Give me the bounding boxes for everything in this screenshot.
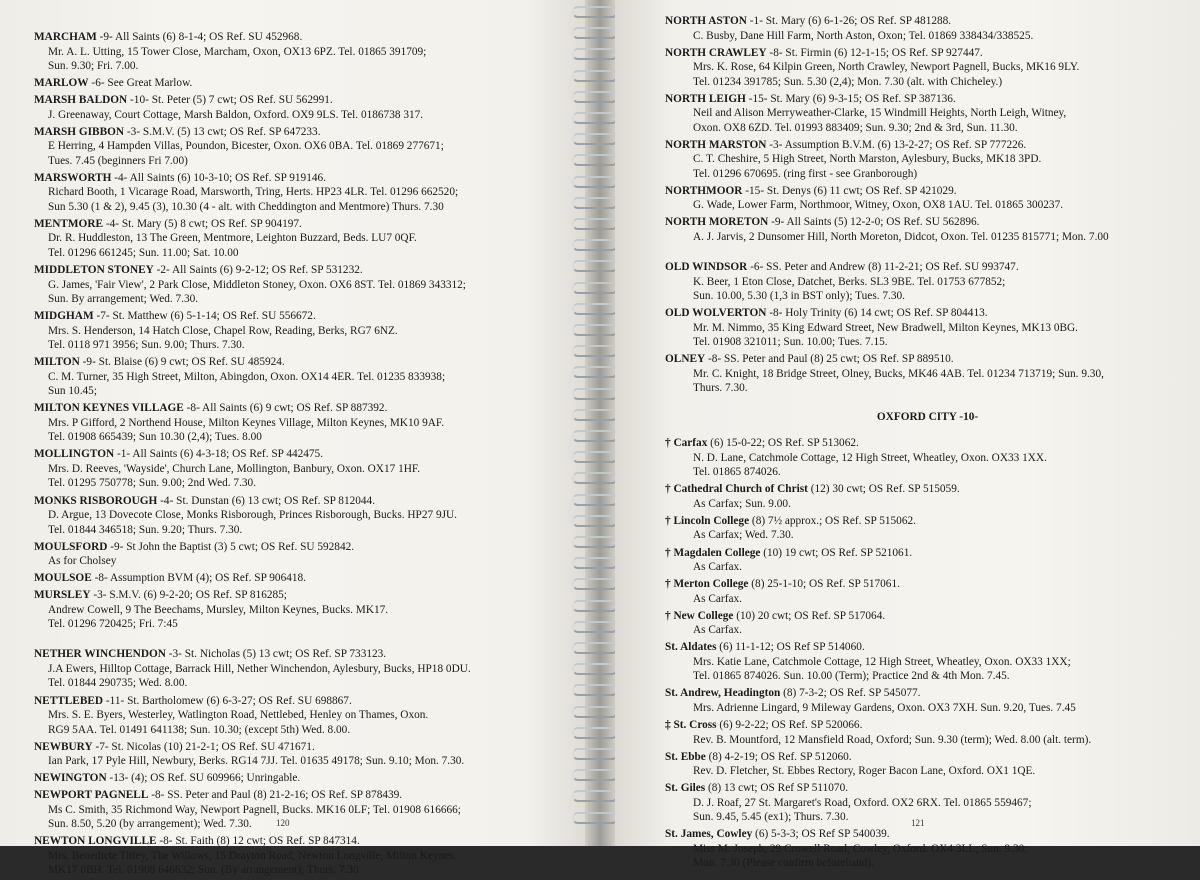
tower-details: -4- St. Dunstan (6) 13 cwt; OS Ref. SP 812044. [157,494,376,507]
contact-line: Tel. 01865 874026. [693,466,781,479]
tower-details: -7- St. Matthew (6) 5-1-14; OS Ref. SU 556672. [93,310,316,323]
contact-line: J.A Ewers, Hilltop Cottage, Barrack Hill, Nether Winchendon, Aylesbury, Bucks, HP18 0DU. [48,662,471,675]
contact-line: Mrs. P Gifford, 2 Northend House, Milton Keynes Village, Milton Keynes, MK10 9AF. [48,416,445,429]
tower-name: MARSWORTH [34,171,112,184]
tower-entry [34,263,554,307]
contact-line: E Herring, 4 Hampden Villas, Poundon, Bicester, Oxon. OX6 0BA. Tel. 01869 277671; [48,140,444,153]
contact-line: Rev. B. Mountford, 12 Mansfield Road, Oxford; Sun. 9.30 (term); Wed. 8.00 (alt. term). [693,733,1092,746]
entry-heading [665,609,1190,624]
tower-entry [665,640,1190,684]
right-page [615,0,1200,870]
entry-heading [34,571,554,586]
tower-details: (12) 30 cwt; OS Ref. SP 515059. [807,483,960,496]
entry-heading [665,750,1190,765]
tower-name: MARSH GIBBON [34,125,125,138]
tower-details: -3- St. Nicholas (5) 13 cwt; OS Ref. SP 733123. [165,648,387,661]
binding-ring [572,48,618,60]
contact-line: Mr. A. L. Utting, 15 Tower Close, Marcham, Oxon, OX13 6PZ. Tel. 01865 391709; [48,45,427,58]
entry-heading [665,92,1190,107]
entry-heading [665,514,1190,529]
entry-heading [665,436,1190,451]
tower-name: NEWTON LONGVILLE [34,835,157,848]
left-page-number: 120 [276,818,290,828]
contact-line: Neil and Alison Merryweather-Clarke, 15 Windmill Heights, North Leigh, Witney, [693,107,1067,120]
tower-name: NORTH ASTON [665,15,747,27]
binding-ring [572,472,618,484]
tower-details: -15- St. Mary (6) 9-3-15; OS Ref. SP 387136. [745,92,956,105]
tower-details: -3- S.M.V. (5) 13 cwt; OS Ref. SP 647233. [124,125,321,138]
tower-details: -3- S.M.V. (6) 9-2-20; OS Ref. SP 816285; [90,589,287,602]
contact-line: G. Wade, Lower Farm, Northmoor, Witney, Oxon, OX8 1AU. Tel. 01865 300237. [693,199,1064,212]
contact-line: N. D. Lane, Catchmole Cottage, 12 High Street, Wheatley, Oxon. OX33 1XX. [693,451,1047,464]
contact-line: Mr. C. Knight, 18 Bridge Street, Olney, Bucks, MK46 4AB. Tel. 01234 713719; Sun. 9.30, [693,367,1104,380]
tower-details: (8) 4-2-19; OS Ref. SP 512060. [705,750,852,763]
entry-heading [34,740,554,755]
section-title: OXFORD CITY -10- [876,410,979,423]
entry-heading [665,14,1190,29]
tower-name: MOLLINGTON [34,448,115,461]
tower-details: -1- St. Mary (6) 6-1-26; OS Ref. SP 481288. [746,15,952,27]
tower-details: -6- See Great Marlow. [88,77,193,90]
tower-entry [665,215,1190,244]
right-page-number: 121 [911,818,925,828]
entry-heading [34,355,554,370]
entry-heading [665,215,1190,230]
tower-details: (8) 25-1-10; OS Ref. SP 517061. [748,578,900,591]
binding-ring [572,790,618,802]
tower-entry [34,171,554,215]
right-page-entries [665,14,1190,873]
binding-ring [572,154,618,166]
tower-entry [665,546,1190,575]
tower-entry [665,14,1190,43]
tower-details: -8- All Saints (6) 9 cwt; OS Ref. SP 887392. [183,402,388,415]
tower-entry [34,355,554,399]
binding-ring [572,812,618,824]
entry-heading [34,647,554,662]
binding-ring [572,282,618,294]
entry-heading [34,771,554,786]
tower-name: NETHER WINCHENDON [34,648,166,661]
contact-line: Tel. 01296 720425; Fri. 7:45 [48,618,178,631]
tower-name: NORTHMOOR [665,184,743,197]
tower-entry [665,46,1190,90]
contact-line: Andrew Cowell, 9 The Beechams, Mursley, Milton Keynes, Bucks. MK17. [48,603,389,616]
binding-ring [572,133,618,145]
contact-line: Sun. 8.50, 5.20 (by arrangement); Wed. 7.30. [48,818,252,831]
entry-heading [34,309,554,324]
tower-name: OLD WOLVERTON [665,307,767,320]
tower-name: MOULSFORD [34,540,108,553]
contact-line: As Carfax. [693,561,742,574]
contact-line: Mon. 7.30 (Please confirm beforehand). [693,857,875,870]
entry-heading [34,540,554,555]
contact-line: Tel. 0118 971 3956; Sun. 9.00; Thurs. 7.30. [48,339,245,352]
binding-gutter [585,0,615,846]
entry-heading [665,46,1190,61]
tower-entry [665,352,1190,396]
tower-entry [665,686,1190,715]
tower-entry [665,781,1190,825]
tower-name: NEWPORT PAGNELL [34,789,149,802]
binding-ring [572,451,618,463]
contact-line: Sun 10.45; [48,385,97,398]
contact-line: Tel. 01296 670695. (ring first - see Granborough) [693,167,918,180]
entry-heading [665,184,1190,199]
contact-line: Tel. 01908 665439; Sun 10.30 (2,4); Tues. 8.00 [48,431,262,444]
binding-ring [572,706,618,718]
entry-heading [34,834,554,849]
tower-details: (6) 5-3-3; OS Ref SP 540039. [752,828,890,841]
entry-heading [34,217,554,232]
tower-details: -8- St. Faith (8) 12 cwt; OS Ref. SP 847314. [156,835,360,848]
contact-line: Miss M. Joseph, 29 Crowell Road, Cowley, Oxford. OX4 3LL; Sun. 9.30; [693,842,1028,855]
contact-line: D. Argue, 13 Dovecote Close, Monks Risborough, Princes Risborough, Bucks. HP27 9JU. [48,509,457,522]
contact-line: As Carfax; Sun. 9.00. [693,497,791,510]
tower-entry [665,482,1190,511]
tower-details: -4- St. Mary (5) 8 cwt; OS Ref. SP 904197. [103,217,302,230]
tower-name: ‡ St. Cross [665,719,717,731]
tower-entry [665,92,1190,136]
binding-ring [572,621,618,633]
binding-ring [572,663,618,675]
contact-line: Richard Booth, 1 Vicarage Road, Marsworth, Tring, Herts. HP23 4LR. Tel. 01296 662520; [48,186,459,199]
tower-name: † Carfax [665,437,708,450]
binding-ring [572,409,618,421]
entry-heading [665,306,1190,321]
tower-entry [34,694,554,738]
binding-ring [572,6,618,18]
binding-ring [572,239,618,251]
binding-ring [572,536,618,548]
tower-name: MIDDLETON STONEY [34,264,154,277]
contact-line: Sun. By arrangement; Wed. 7.30. [48,293,199,306]
tower-name: NORTH MORETON [665,216,769,229]
contact-line: Tel. 01865 874026. Sun. 10.00 (Term); Practice 2nd & 4th Mon. 7.45. [693,670,1010,683]
tower-name: † Lincoln College [665,514,750,527]
binding-ring [572,642,618,654]
tower-details: -11- St. Bartholomew (6) 6-3-27; OS Ref. SU 698867. [103,694,352,707]
binding-ring [572,748,618,760]
entry-heading [665,718,1190,733]
binding-ring [572,345,618,357]
tower-details: -1- All Saints (6) 4-3-18; OS Ref. SP 442475. [114,448,324,461]
contact-line: Rev. D. Fletcher, St. Ebbes Rectory, Roger Bacon Lane, Oxford. OX1 1QE. [693,765,1036,778]
tower-details: -8- St. Firmin (6) 12-1-15; OS Ref. SP 927447. [766,46,983,59]
tower-entry [34,401,554,445]
tower-details: (6) 9-2-22; OS Ref. SP 520066. [716,719,863,731]
contact-line: Tel. 01234 391785; Sun. 5.30 (2,4); Mon. 7.30 (alt. with Chicheley.) [693,75,1003,88]
tower-name: MILTON KEYNES VILLAGE [34,402,184,415]
tower-details: -9- All Saints (6) 8-1-4; OS Ref. SU 452968. [96,31,303,43]
tower-entry [34,588,554,632]
binding-ring [572,578,618,590]
contact-line: G. James, 'Fair View', 2 Park Close, Middleton Stoney, Oxon. OX6 8ST. Tel. 01869 343312; [48,278,466,291]
entry-heading [34,76,554,91]
entry-heading [665,260,1190,275]
tower-details: -9- St John the Baptist (3) 5 cwt; OS Ref. SU 592842. [107,540,355,553]
entry-heading [34,588,554,603]
contact-line: Tel. 01295 750778; Sun. 9.00; 2nd Wed. 7.30. [48,477,257,490]
tower-details: -8- Holy Trinity (6) 14 cwt; OS Ref. SP 804413. [766,307,988,320]
binding-ring [572,303,618,315]
contact-line: C. Busby, Dane Hill Farm, North Aston, Oxon; Tel. 01869 338434/338525. [693,29,1034,42]
tower-entry [34,30,554,74]
section-gap [665,247,1190,260]
tower-name: † New College [665,609,734,622]
binding-ring [572,27,618,39]
contact-line: As Carfax. [693,592,742,605]
contact-line: As Carfax. [693,624,742,637]
tower-entry [34,740,554,769]
contact-line: RG9 5AA. Tel. 01491 641138; Sun. 10.30; (except 5th) Wed. 8.00. [48,723,351,736]
tower-entry [34,309,554,353]
contact-line: Tel. 01908 321011; Sun. 10.00; Tues. 7.15. [693,336,888,349]
tower-name: NETTLEBED [34,694,104,707]
tower-details: (6) 11-1-12; OS Ref SP 514060. [716,641,865,654]
entry-heading [34,125,554,140]
tower-entry [665,577,1190,606]
tower-details: -8- SS. Peter and Paul (8) 25 cwt; OS Ref. SP 889510. [705,353,954,366]
contact-line: Thurs. 7.30. [693,382,748,395]
contact-line: Tel. 01296 661245; Sun. 11.00; Sat. 10.00 [48,246,239,259]
binding-ring [572,112,618,124]
tower-name: OLNEY [665,353,706,366]
contact-line: Tel. 01844 346518; Sun. 9.20; Thurs. 7.30. [48,523,243,536]
entry-heading [34,30,554,45]
contact-line: As for Cholsey [48,555,117,568]
entry-heading [665,640,1190,655]
tower-name: St. Ebbe [665,750,706,763]
binding-ring [572,684,618,696]
tower-details: (10) 19 cwt; OS Ref. SP 521061. [760,546,913,559]
contact-line: Mrs. D. Reeves, 'Wayside', Church Lane, Mollington, Banbury, Oxon. OX17 1HF. [48,462,421,475]
entry-heading [34,93,554,108]
tower-entry [34,540,554,569]
tower-name: NORTH MARSTON [665,138,767,151]
tower-entry [34,76,554,91]
tower-details: -3- Assumption B.V.M. (6) 13-2-27; OS Ref. SP 777226. [766,138,1027,151]
left-page-entries [34,30,554,880]
tower-details: (8) 7-3-2; OS Ref. SP 545077. [780,687,921,700]
tower-name: MURSLEY [34,589,91,602]
contact-line: A. J. Jarvis, 2 Dunsomer Hill, North Moreton, Didcot, Oxon. Tel. 01235 815771; Mon. 7.00 [693,230,1109,243]
tower-entry [34,771,554,786]
binding-ring [572,727,618,739]
tower-entry [34,494,554,538]
entry-heading [34,788,554,803]
tower-entry [665,827,1190,871]
entry-heading [34,494,554,509]
tower-name: St. Aldates [665,641,717,654]
binding-ring [572,769,618,781]
contact-line: Mrs. Adrienne Lingard, 9 Mileway Gardens, Oxon. OX3 7XH. Sun. 9.20, Tues. 7.45 [693,701,1076,714]
binding-ring [572,557,618,569]
contact-line: Mrs. S. E. Byers, Westerley, Watlington Road, Nettlebed, Henley on Thames, Oxon. [48,709,429,721]
contact-line: J. Greenaway, Court Cottage, Marsh Baldon, Oxford. OX9 9LS. Tel. 0186738 317. [48,108,424,121]
tower-name: MARSH BALDON [34,94,128,107]
contact-line: Ms C. Smith, 35 Richmond Way, Newport Pagnell, Bucks. MK16 0LF; Tel. 01908 616666; [48,803,461,816]
contact-line: Mr. M. Nimmo, 35 King Edward Street, New Bradwell, Milton Keynes, MK13 0BG. [693,321,1078,334]
tower-details: (8) 13 cwt; OS Ref SP 511070. [705,782,849,795]
tower-name: OLD WINDSOR [665,261,748,274]
tower-name: MONKS RISBOROUGH [34,494,158,507]
tower-name: MIDGHAM [34,310,94,323]
section-gap [34,634,554,647]
tower-details: -7- St. Nicolas (10) 21-2-1; OS Ref. SU 471671. [92,740,315,753]
binding-ring [572,600,618,612]
tower-entry [665,260,1190,304]
tower-name: NORTH CRAWLEY [665,46,767,59]
contact-line: C. T. Cheshire, 5 High Street, North Marston, Aylesbury, Bucks, MK18 3PD. [693,153,1042,166]
tower-details: -10- St. Peter (5) 7 cwt; OS Ref. SU 562991. [127,94,333,107]
binding-ring [572,366,618,378]
tower-name: MARLOW [34,77,89,90]
tower-name: NEWBURY [34,740,93,753]
tower-name: MOULSOE [34,572,92,585]
binding-ring [572,494,618,506]
contact-line: Mrs. Benedicte Titley, The Willows, 15 Drayton Road, Newton Longville, Milton Keynes. [48,849,457,862]
binding-ring [572,260,618,272]
contact-line: K. Beer, 1 Eton Close, Datchet, Berks. SL3 9BE. Tel. 01753 677852; [693,275,1006,288]
tower-details: -9- St. Blaise (6) 9 cwt; OS Ref. SU 485924. [79,356,285,369]
tower-details: -13- (4); OS Ref. SU 609966; Unringable. [106,772,301,785]
entry-heading [665,827,1190,842]
entry-heading [665,686,1190,701]
tower-name: MARCHAM [34,31,97,43]
contact-line: Mrs. Katie Lane, Catchmole Cottage, 12 High Street, Wheatley, Oxon. OX33 1XX; [693,655,1071,668]
entry-heading [34,401,554,416]
tower-entry [665,609,1190,638]
contact-line: D. J. Roaf, 27 St. Margaret's Road, Oxford. OX2 6RX. Tel. 01865 559467; [693,796,1032,809]
contact-line: Sun. 10.00, 5.30 (1,3 in BST only); Tues. 7.30. [693,290,905,303]
entry-heading [34,447,554,462]
tower-details: -6- SS. Peter and Andrew (8) 11-2-21; OS Ref. SU 993747. [747,261,1019,274]
tower-entry [34,834,554,878]
contact-line: Tel. 01844 290735; Wed. 8.00. [48,677,188,690]
binding-ring [572,218,618,230]
tower-name: † Magdalen College [665,546,761,559]
tower-details: (10) 20 cwt; OS Ref. SP 517064. [733,609,886,622]
tower-name: St. Andrew, Headington [665,687,781,700]
tower-details: -8- Assumption BVM (4); OS Ref. SP 906418. [91,572,306,585]
tower-entry [665,306,1190,350]
contact-line: Oxon. OX8 6ZD. Tel. 01993 883409; Sun. 9.30; 2nd & 3rd, Sun. 11.30. [693,121,1018,134]
contact-line: Sun. 9.30; Fri. 7.00. [48,60,139,72]
entry-heading [665,352,1190,367]
entry-heading [34,171,554,186]
tower-entry [665,750,1190,779]
contact-line: Mrs. K. Rose, 64 Kilpin Green, North Crawley, Newport Pagnell, Bucks, MK16 9LY. [693,61,1080,74]
contact-line: MK17 0BH. Tel. 01908 646632; Sun. (By arrangement); Thurs. 7.30. [48,864,362,877]
binding-ring [572,176,618,188]
contact-line: Sun. 9.45, 5.45 (ex1); Thurs. 7.30. [693,811,849,824]
tower-details: -15- St. Denys (6) 11 cwt; OS Ref. SP 421029. [742,184,957,197]
left-page [0,0,585,877]
tower-entry [34,647,554,691]
entry-heading [665,546,1190,561]
entry-heading [665,482,1190,497]
tower-name: MENTMORE [34,217,104,230]
tower-details: -2- All Saints (6) 9-2-12; OS Ref. SP 531232. [153,264,363,277]
tower-name: MILTON [34,356,80,369]
tower-name: † Merton College [665,578,749,591]
tower-details: -4- All Saints (6) 10-3-10; OS Ref. SP 919146. [111,171,326,184]
contact-line: Sun 5.30 (1 & 2), 9.45 (3), 10.30 (4 - alt. with Cheddington and Mentmore) Thurs. 7.30 [48,200,444,213]
binding-ring [572,70,618,82]
tower-details: (8) 7½ approx.; OS Ref. SP 515062. [749,514,916,527]
contact-line: Ian Park, 17 Pyle Hill, Newbury, Berks. RG14 7JJ. Tel. 01635 49178; Sun. 9.10; Mon. 7.30. [48,755,465,768]
binding-ring [572,324,618,336]
tower-entry [665,514,1190,543]
tower-entry [34,125,554,169]
tower-name: St. Giles [665,782,706,795]
tower-details: -9- All Saints (5) 12-2-0; OS Ref. SU 562896. [768,216,980,229]
tower-entry [665,184,1190,213]
contact-line: Tues. 7.45 (beginners Fri 7.00) [48,154,188,167]
tower-entry [34,447,554,491]
tower-name: St. James, Cowley [665,828,753,841]
tower-entry [34,93,554,122]
tower-details: -8- SS. Peter and Paul (8) 21-2-16; OS Ref. SP 878439. [148,789,403,802]
tower-entry [34,217,554,261]
tower-name: NORTH LEIGH [665,92,746,105]
tower-name: NEWINGTON [34,772,107,785]
binding-ring [572,515,618,527]
entry-heading [665,577,1190,592]
tower-entry [665,436,1190,480]
entry-heading [34,694,554,709]
contact-line: C. M. Turner, 35 High Street, Milton, Abingdon, Oxon. OX14 4ER. Tel. 01235 833938; [48,370,446,383]
contact-line: Dr. R. Huddleston, 13 The Green, Mentmore, Leighton Buzzard, Beds. LU7 0QF. [48,232,417,245]
tower-entry [665,718,1190,747]
tower-name: † Cathedral Church of Christ [665,483,808,496]
binding-ring [572,388,618,400]
tower-entry [665,138,1190,182]
contact-line: As Carfax; Wed. 7.30. [693,529,794,542]
binding-ring [572,430,618,442]
binding-ring [572,91,618,103]
contact-line: Mrs. S. Henderson, 14 Hatch Close, Chapel Row, Reading, Berks, RG7 6NZ. [48,324,398,337]
tower-entry [34,788,554,832]
tower-entry [34,571,554,586]
entry-heading [665,138,1190,153]
binding-ring [572,197,618,209]
entry-heading [34,263,554,278]
entry-heading [665,781,1190,796]
tower-details: (6) 15-0-22; OS Ref. SP 513062. [707,437,859,450]
